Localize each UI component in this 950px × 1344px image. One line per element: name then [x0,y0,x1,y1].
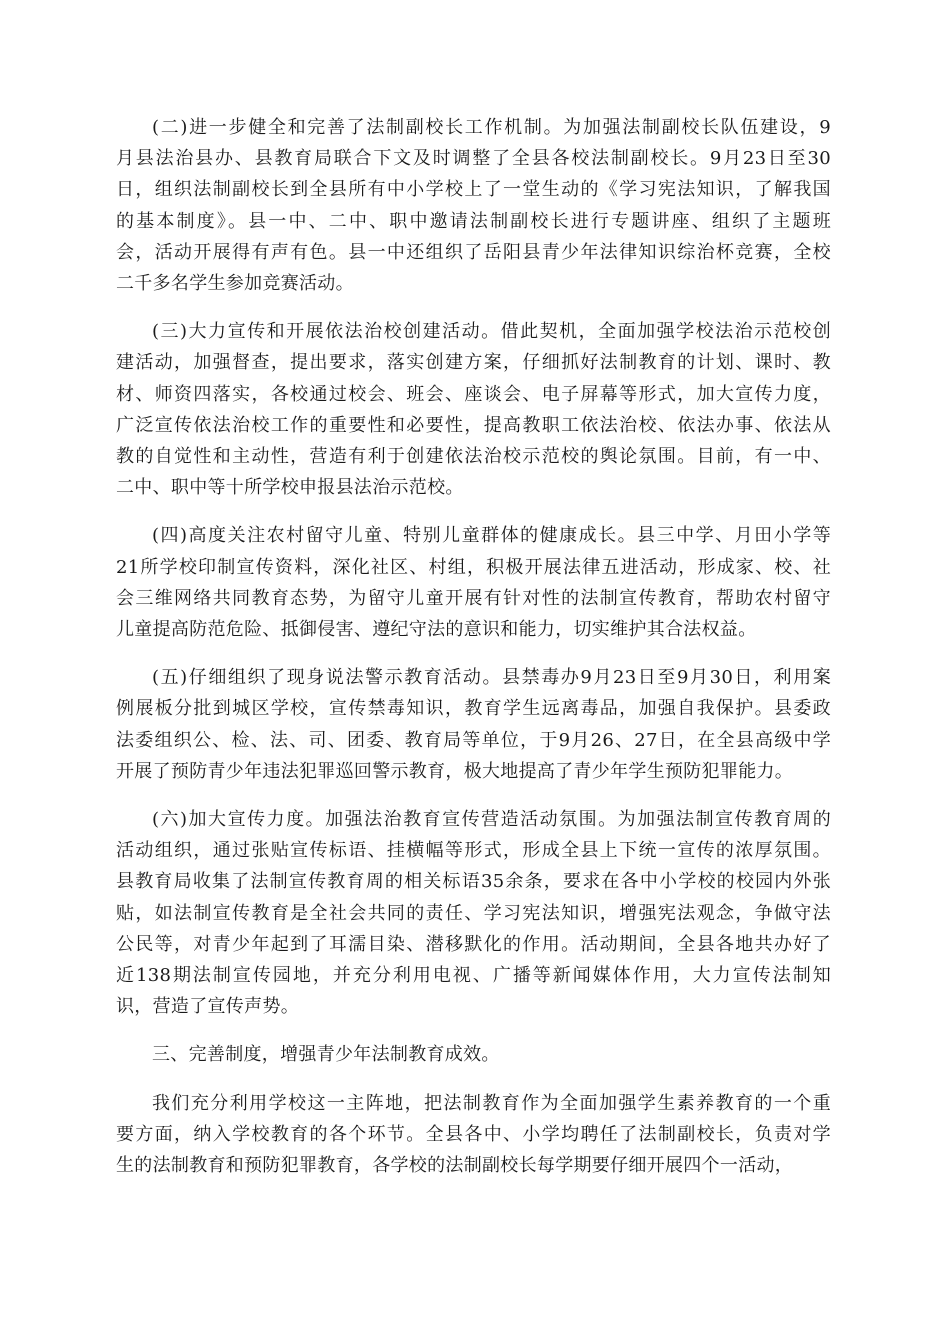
text-line: 生的法制教育和预防犯罪教育，各学校的法制副校长每学期要仔细开展四个一活动， [116,1155,794,1177]
paragraph [116,804,831,1022]
text-line: 近138期法制宣传园地，并充分利用电视、广播等新闻媒体作用，大力宣传法制知 [116,965,831,987]
text-line: 儿童提高防范危险、抵御侵害、遵纪守法的意识和能力，切实维护其合法权益。 [116,619,757,641]
text-line: 例展板分批到城区学校，宣传禁毒知识，教育学生远离毒品，加强自我保护。县委政 [116,698,831,720]
text-line: 会，活动开展得有声有色。县一中还组织了岳阳县青少年法律知识综治杯竞赛，全校 [116,241,831,263]
text-line: 二千多名学生参加竞赛活动。 [116,273,354,295]
text-line: 教的自觉性和主动性，营造有利于创建依法治校示范校的舆论氛围。目前，有一中、 [116,446,831,468]
paragraph [116,520,831,645]
text-line: 材、师资四落实，各校通过校会、班会、座谈会、电子屏幕等形式，加大宣传力度， [116,383,831,405]
text-line: 的基本制度》。县一中、二中、职中邀请法制副校长进行专题讲座、组织了主题班 [116,210,831,232]
text-line: 我们充分利用学校这一主阵地，把法制教育作为全面加强学生素养教育的一个重 [152,1092,831,1114]
text-line: (二)进一步健全和完善了法制副校长工作机制。为加强法制副校长队伍建设，9 [152,117,831,138]
text-line: 二中、职中等十所学校申报县法治示范校。 [116,477,464,499]
paragraph [116,1039,831,1070]
text-line: 建活动，加强督查，提出要求，落实创建方案，仔细抓好法制教育的计划、课时、教 [116,352,831,374]
text-line: 日，组织法制副校长到全县所有中小学校上了一堂生动的《学习宪法知识，了解我国 [116,179,831,201]
text-line: 贴，如法制宣传教育是全社会共同的责任、学习宪法知识，增强宪法观念，争做守法 [116,902,831,924]
text-line: 三、完善制度，增强青少年法制教育成效。 [152,1044,500,1066]
text-line: 开展了预防青少年违法犯罪巡回警示教育，极大地提高了青少年学生预防犯罪能力。 [116,760,794,782]
text-line: 公民等，对青少年起到了耳濡目染、潜移默化的作用。活动期间，全县各地共办好了 [116,933,831,955]
text-line: 要方面，纳入学校教育的各个环节。全县各中、小学均聘任了法制副校长，负责对学 [116,1123,831,1145]
paragraph [116,1088,831,1182]
text-line: (六)加大宣传力度。加强法治教育宣传营造活动氛围。为加强法制宣传教育周的 [152,809,831,831]
text-line: 21所学校印制宣传资料，深化社区、村组，积极开展法律五进活动，形成家、校、社 [116,556,831,578]
text-line: (三)大力宣传和开展依法治校创建活动。借此契机，全面加强学校法治示范校创 [152,321,831,343]
text-line: 月县法治县办、县教育局联合下文及时调整了全县各校法制副校长。9月23日至30 [116,148,831,170]
document-body [116,112,831,1198]
text-line: 识，营造了宣传声势。 [116,996,299,1018]
paragraph [116,662,831,787]
text-line: 会三维网络共同教育态势，为留守儿童开展有针对性的法制宣传教育，帮助农村留守 [116,587,831,609]
text-line: 法委组织公、检、法、司、团委、教育局等单位，于9月26、27日，在全县高级中学 [116,729,831,751]
paragraph [116,112,831,299]
text-line: 县教育局收集了法制宣传教育周的相关标语35余条，要求在各中小学校的校园内外张 [116,871,831,893]
paragraph [116,316,831,503]
text-line: (五)仔细组织了现身说法警示教育活动。县禁毒办9月23日至9月30日，利用案 [152,667,831,689]
text-line: 活动组织，通过张贴宣传标语、挂横幅等形式，形成全县上下统一宣传的浓厚氛围。 [116,840,831,862]
text-line: (四)高度关注农村留守儿童、特别儿童群体的健康成长。县三中学、月田小学等 [152,525,831,547]
text-line: 广泛宣传依法治校工作的重要性和必要性，提高教职工依法治校、依法办事、依法从 [116,414,831,436]
